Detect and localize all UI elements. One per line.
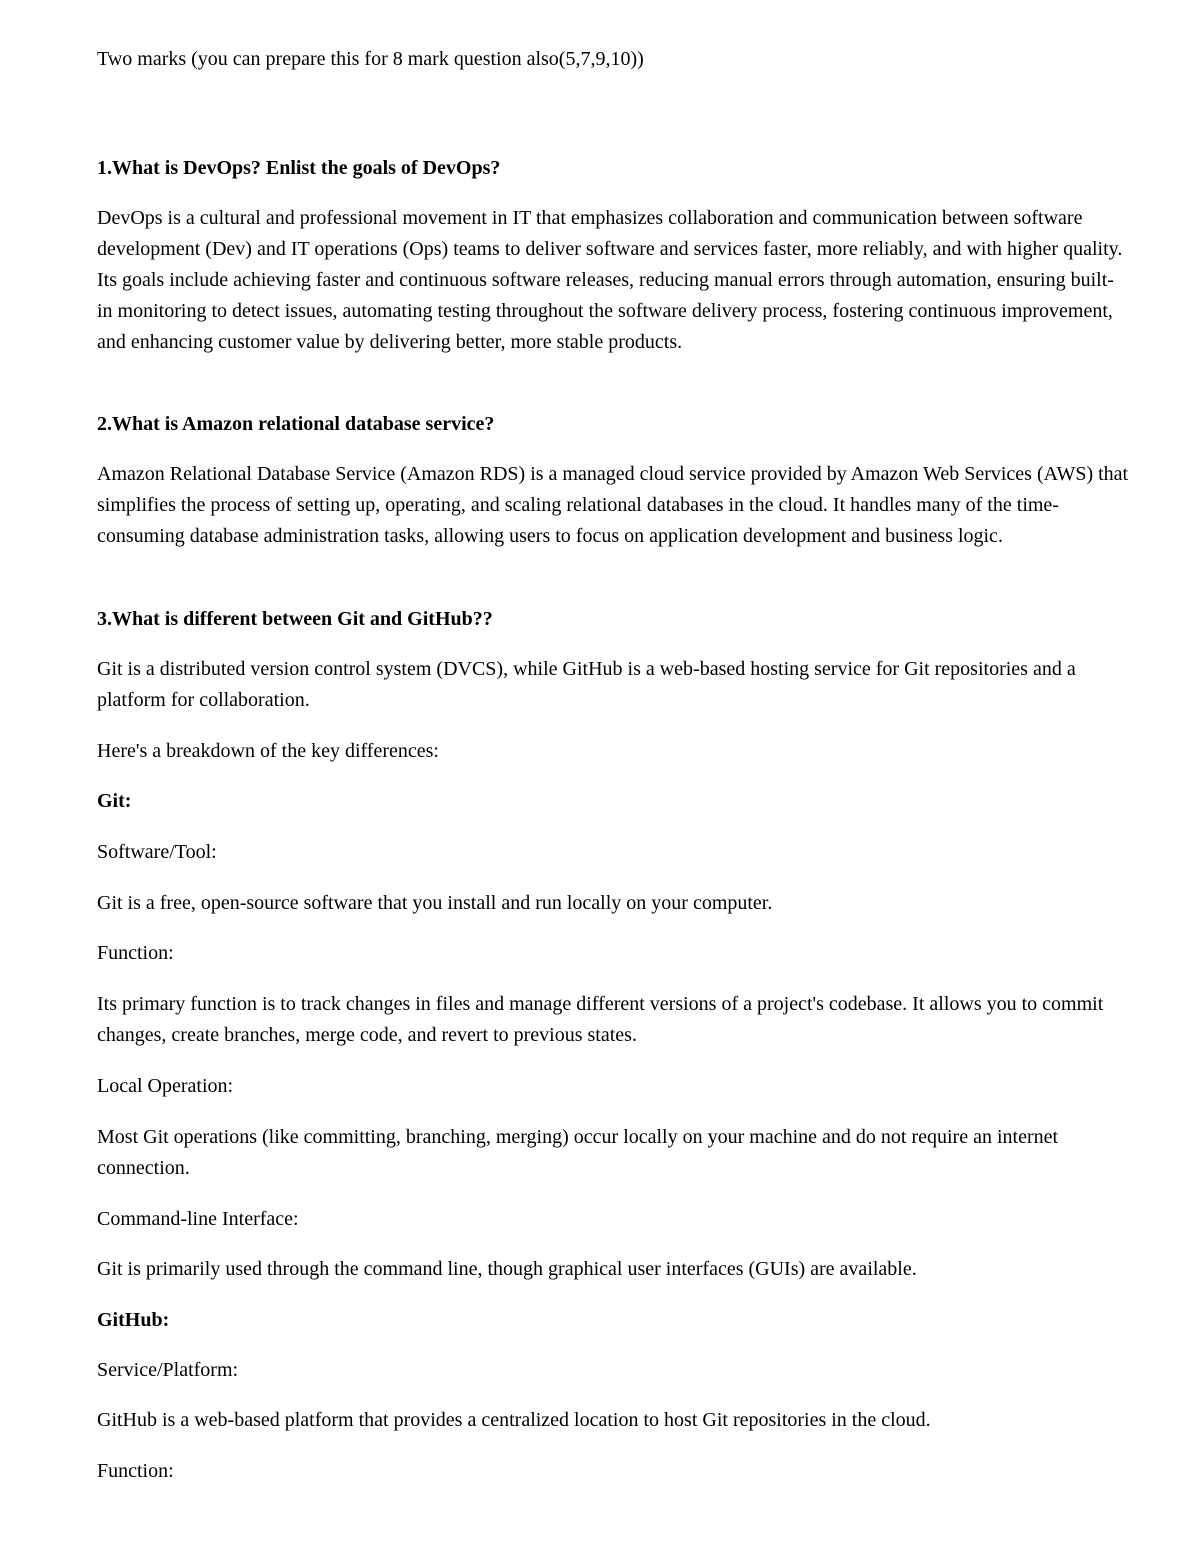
git-local-label: Local Operation: — [97, 1075, 234, 1097]
question-3-title: 3.What is different between Git and GitHub?? — [97, 608, 493, 630]
git-function-label: Function: — [97, 942, 174, 964]
git-local-text: Most Git operations (like committing, branching, merging) occur locally on your machine and do not require an internet connection. — [97, 1126, 1059, 1179]
github-function-label: Function: — [97, 1460, 174, 1482]
breakdown-intro: Here's a breakdown of the key differences: — [97, 740, 439, 762]
intro-text: Two marks (you can prepare this for 8 mark question also(5,7,9,10)) — [97, 48, 644, 70]
github-heading: GitHub: — [97, 1309, 170, 1331]
git-cli-text: Git is primarily used through the command line, though graphical user interfaces (GUIs) are available. — [97, 1258, 917, 1280]
git-cli-label: Command-line Interface: — [97, 1208, 299, 1230]
git-software-text: Git is a free, open-source software that you install and run locally on your computer. — [97, 892, 773, 914]
git-heading: Git: — [97, 790, 132, 812]
git-software-label: Software/Tool: — [97, 841, 217, 863]
git-function-text: Its primary function is to track changes in files and manage different versions of a project's codebase. It allows you to commit changes, create branches, merge code, and revert to previous states. — [97, 993, 1104, 1046]
question-2-title: 2.What is Amazon relational database service? — [97, 413, 495, 435]
question-3-answer: Git is a distributed version control system (DVCS), while GitHub is a web-based hosting service for Git repositories and a platform for collaboration. — [97, 658, 1076, 711]
github-service-text: GitHub is a web-based platform that provides a centralized location to host Git repositories in the cloud. — [97, 1409, 931, 1431]
github-service-label: Service/Platform: — [97, 1359, 239, 1381]
question-1-answer: DevOps is a cultural and professional movement in IT that emphasizes collaboration and communication between software development (Dev) and IT operations (Ops) teams to deliver software and services faster, more reliably, and with higher quality. Its goals include achieving faster and continuous software releases, reducing manual errors through automation, ensuring built-in monitoring to detect issues, automating testing throughout the software delivery process, fostering continuous improvement, and enhancing customer value by delivering better, more stable products. — [97, 207, 1123, 353]
question-2-answer: Amazon Relational Database Service (Amazon RDS) is a managed cloud service provided by Amazon Web Services (AWS) that simplifies the process of setting up, operating, and scaling relational databases in the cloud. It handles many of the time-consuming database administration tasks, allowing users to focus on application development and business logic. — [97, 463, 1129, 547]
question-1-title: 1.What is DevOps? Enlist the goals of DevOps? — [97, 157, 501, 179]
